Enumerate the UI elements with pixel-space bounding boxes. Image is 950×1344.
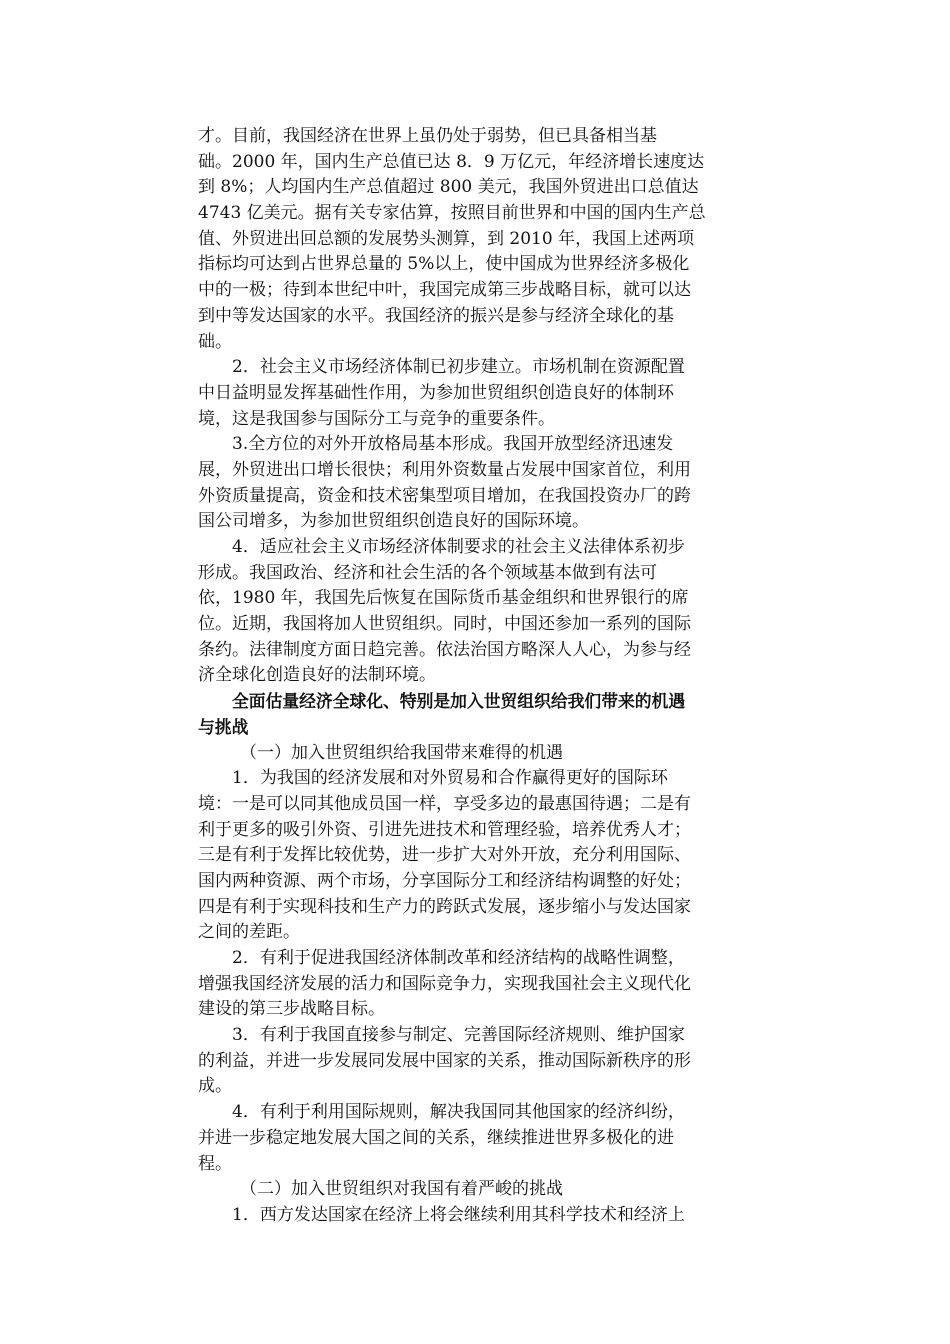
text-line: 并进一步稳定地发展大国之间的关系，继续推进世界多极化的进 (198, 1127, 674, 1148)
text-line: 础。 (198, 331, 232, 352)
paragraph-start-line: 3.全方位的对外开放格局基本形成。我国开放型经济迅速发 (232, 434, 674, 455)
text-line: 才。目前，我国经济在世界上虽仍处于弱势，但已具备相当基 (198, 126, 657, 146)
paragraph-start-line: 2．有利于促进我国经济体制改革和经济结构的战略性调整， (232, 948, 685, 968)
text-line: 成。 (198, 1076, 232, 1097)
text-line: 济全球化创造良好的法制环境。 (198, 665, 436, 686)
text-line: 外资质量提高，资金和技术密集型项目增加，在我国投资办厂的跨 (198, 485, 691, 506)
text-line: 到 8%；人均国内生产总值超过 800 美元，我国外贸进出口总值达 (198, 177, 699, 198)
subsection-heading: （一）加入世贸组织给我国带来难得的机遇 (240, 742, 563, 763)
text-line: 中的一极；待到本世纪中叶，我国完成第三步战略目标，就可以达 (198, 280, 691, 301)
paragraph-start-line: 3．有利于我国直接参与制定、完善国际经济规则、维护国家 (232, 1025, 685, 1046)
text-line: 值、外贸进出回总额的发展势头测算，到 2010 年，我国上述两项 (198, 228, 695, 249)
subsection-heading: （二）加入世贸组织对我国有着严峻的挑战 (240, 1179, 563, 1200)
text-line: 增强我国经济发展的活力和国际竞争力，实现我国社会主义现代化 (198, 973, 691, 994)
text-line: 础。2000 年，国内生产总值已达 8．9 万亿元，年经济增长速度达 (198, 151, 705, 172)
text-line: 建设的第三步战略目标。 (198, 999, 385, 1020)
text-line: 国内两种资源、两个市场，分享国际分工和经济结构调整的好处； (198, 870, 691, 891)
text-line: 位。近期，我国将加人世贸组织。同时，中国还参加一系列的国际 (198, 614, 691, 635)
text-line: 之间的差距。 (198, 922, 300, 943)
text-line: 国公司增多，为参加世贸组织创造良好的国际环境。 (198, 511, 589, 532)
paragraph-start-line: 1．西方发达国家在经济上将会继续利用其科学技术和经济上 (232, 1204, 685, 1225)
text-line: 四是有利于实现科技和生产力的跨跃式发展，逐步缩小与发达国家 (198, 896, 691, 917)
text-line: 中日益明显发挥基础性作用，为参加世贸组织创造良好的体制环 (198, 382, 674, 403)
text-line: 到中等发达国家的水平。我国经济的振兴是参与经济全球化的基 (198, 305, 674, 326)
text-line: 依，1980 年，我国先后恢复在国际货币基金组织和世界银行的席 (198, 588, 689, 609)
document-body (198, 124, 758, 1229)
text-line: 境：一是可以同其他成员国一样，享受多边的最惠国待遇；二是有 (198, 793, 691, 814)
text-line: 形成。我国政治、经济和社会生活的各个领域基本做到有法可 (198, 562, 657, 583)
text-line: 利于更多的吸引外资、引进先进技术和管理经验，培养优秀人才； (198, 819, 691, 840)
paragraph-start-line: 4．适应社会主义市场经济体制要求的社会主义法律体系初步 (232, 537, 685, 557)
text-line: 境，这是我国参与国际分工与竞争的重要条件。 (198, 408, 555, 429)
paragraph-start-line: 1．为我国的经济发展和对外贸易和合作赢得更好的国际环 (232, 768, 668, 789)
text-line: 三是有利于发挥比较优势，进一步扩大对外开放，充分利用国际、 (198, 845, 691, 866)
text-line: 程。 (198, 1153, 232, 1174)
text-line: 4743 亿美元。据有关专家估算，按照目前世界和中国的国内生产总 (198, 203, 706, 224)
text-line: 的利益，并进一步发展同发展中国家的关系，推动国际新秩序的形 (198, 1050, 691, 1071)
paragraph-start-line: 2．社会主义市场经济体制已初步建立。市场机制在资源配置 (232, 357, 685, 378)
section-heading-continued: 与挑战 (198, 716, 249, 737)
text-line: 指标均可达到占世界总量的 5%以上，使中国成为世界经济多极化 (198, 254, 690, 275)
text-line: 展，外贸进出口增长很快；利用外资数量占发展中国家首位，利用 (198, 459, 691, 480)
text-line: 条约。法律制度方面日趋完善。依法治国方略深人人心，为参与经 (198, 639, 691, 660)
section-heading: 全面估量经济全球化、特别是加入世贸组织给我们带来的机遇 (232, 691, 686, 712)
paragraph-start-line: 4．有利于利用国际规则，解决我国同其他国家的经济纠纷， (232, 1102, 685, 1123)
